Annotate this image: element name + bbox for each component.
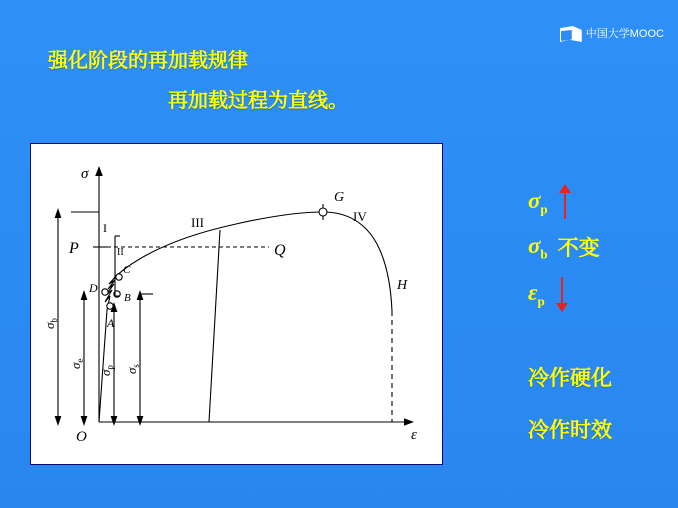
point-H-label: H <box>397 278 408 293</box>
mooc-logo-text: 中国大学MOOC <box>585 27 664 40</box>
sigma-p-symbol: $\sigma_p$ <box>528 187 548 217</box>
point-P-label: P <box>69 240 79 257</box>
mooc-logo <box>560 26 664 42</box>
epsilon-p-symbol: $\varepsilon_p$ <box>528 279 545 309</box>
point-A-label: A <box>107 316 115 330</box>
necking-curve <box>323 212 392 311</box>
axis-y-label: σ <box>81 166 89 182</box>
axis-x-label: ε <box>411 427 417 443</box>
x-axis-arrowhead <box>404 418 414 426</box>
stage-I-label: I <box>103 221 107 235</box>
point-G-marker <box>319 208 327 216</box>
point-C-label: C <box>123 264 131 276</box>
point-Q-label: Q <box>274 242 286 259</box>
point-B-label: B <box>124 292 131 304</box>
point-D-marker <box>102 289 108 295</box>
stress-strain-diagram <box>31 144 442 464</box>
annotation-epsilon-p <box>528 277 569 311</box>
arrow-down-icon <box>555 277 569 311</box>
book-icon <box>560 26 582 42</box>
point-C-marker <box>116 274 122 280</box>
dim-label-sigma-p: $\sigma_p$ <box>98 365 115 376</box>
point-G-label: G <box>334 190 345 205</box>
dimension-sigma-s <box>137 290 153 426</box>
reload-line <box>209 230 220 422</box>
note-cold-work-aging: 冷作时效 <box>528 419 612 442</box>
dimension-sigma-b <box>55 208 62 426</box>
arrow-up-icon <box>558 185 572 219</box>
sigma-b-symbol: $\sigma_b$ <box>528 232 548 262</box>
point-D-label: D <box>89 281 98 295</box>
annotation-sigma-p <box>528 185 572 219</box>
dim-label-sigma-s: $\sigma_s$ <box>124 364 141 374</box>
note-cold-work-hardening: 冷作硬化 <box>528 367 612 390</box>
sigma-b-note: 不变 <box>557 237 600 260</box>
dim-label-sigma-e: $\sigma_e$ <box>68 358 85 369</box>
stage-III-label: III <box>191 215 204 230</box>
dim-label-sigma-b: $\sigma_b$ <box>42 318 59 329</box>
dimension-sigma-e <box>81 290 88 426</box>
stage-IV-label: IV <box>353 209 367 224</box>
page-subtitle: 再加载过程为直线。 <box>168 90 348 112</box>
y-axis-arrowhead <box>95 166 103 176</box>
origin-label: O <box>76 429 87 445</box>
stage-II-label: II <box>117 247 124 258</box>
stress-strain-figure <box>30 143 443 465</box>
page-title: 强化阶段的再加载规律 <box>48 50 248 72</box>
annotation-sigma-b <box>528 232 600 262</box>
